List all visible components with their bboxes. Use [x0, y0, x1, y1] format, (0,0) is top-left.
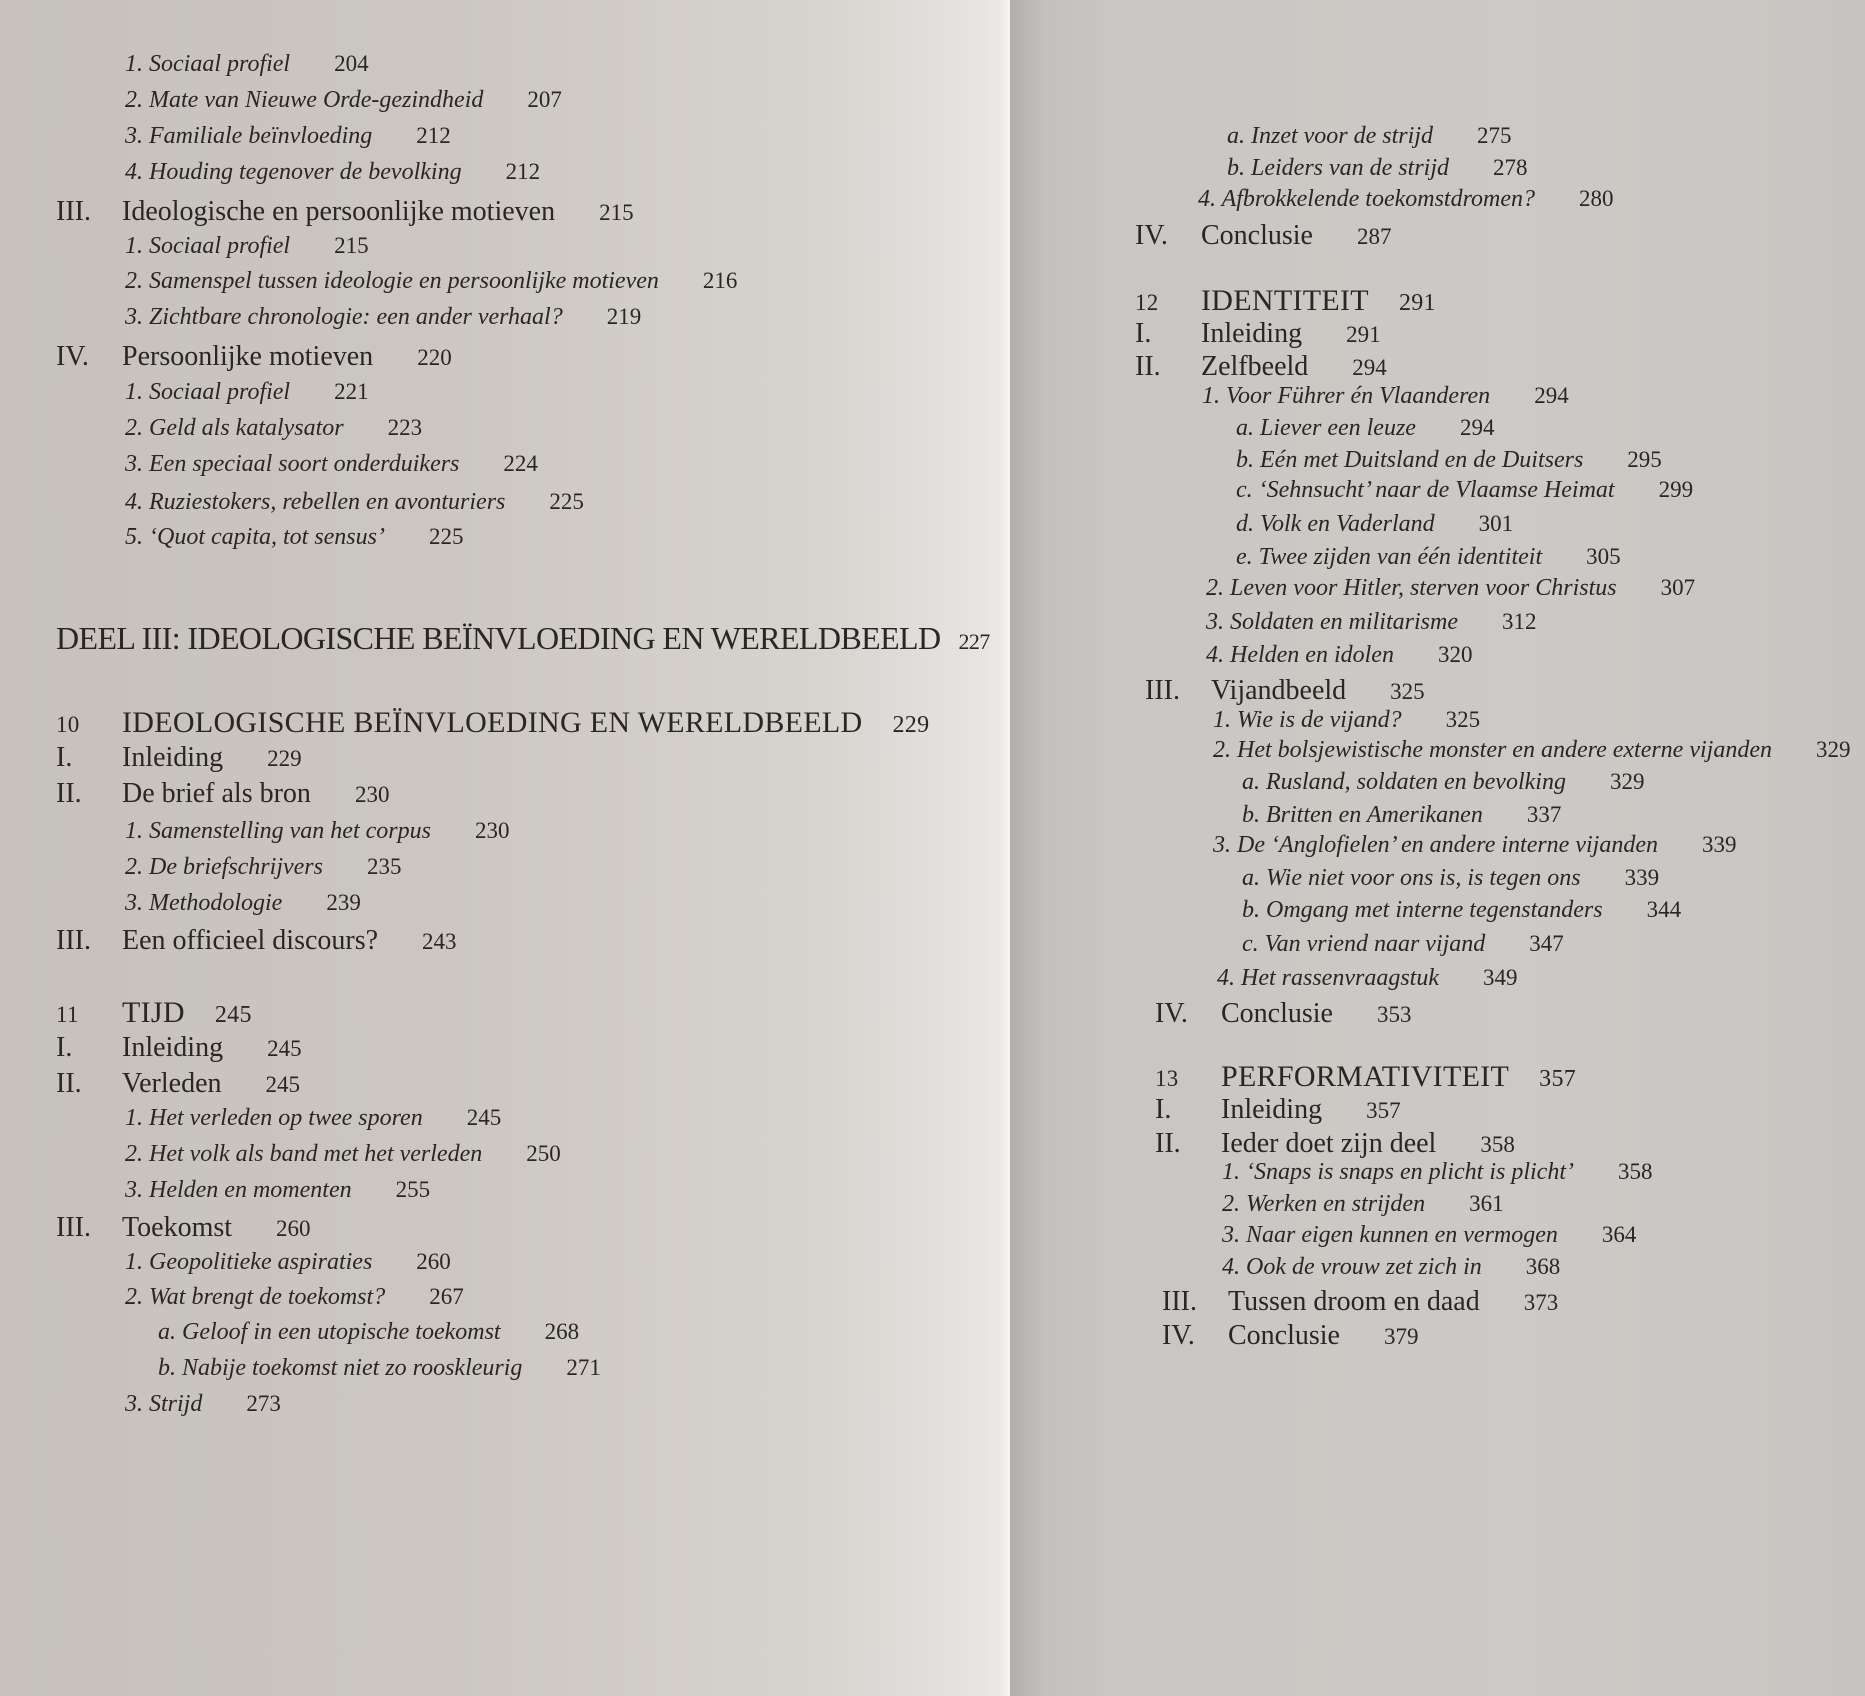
toc-entry-title: c. Van vriend naar vijand: [1242, 931, 1486, 957]
toc-entry-number: III.: [1162, 1286, 1197, 1317]
toc-entry: [1242, 932, 1564, 956]
toc-entry: [125, 305, 641, 329]
toc-entry: [1155, 1096, 1401, 1124]
toc-entry-page-number: 349: [1482, 965, 1518, 990]
toc-entry-title: 2. Leven voor Hitler, sterven voor Christus: [1206, 575, 1617, 601]
toc-entry-page-number: 250: [526, 1141, 561, 1166]
toc-entry-page-number: 291: [1346, 322, 1381, 347]
toc-entry-title: Zelfbeeld: [1201, 351, 1309, 382]
toc-entry-page-number: 325: [1445, 707, 1481, 732]
toc-entry-page-number: 273: [246, 1391, 281, 1416]
toc-entry-title: Conclusie: [1221, 998, 1333, 1029]
toc-entry: [1236, 512, 1513, 536]
toc-entry-title: 4. Afbrokkelende toekomstdromen?: [1198, 186, 1536, 212]
toc-entry: [1155, 1062, 1576, 1092]
toc-entry: [125, 819, 509, 843]
toc-entry-page-number: 245: [267, 1036, 302, 1061]
toc-entry-page-number: 307: [1660, 575, 1696, 600]
toc-entry-title: 5. ‘Quot capita, tot sensus’: [125, 524, 385, 550]
toc-entry-page-number: 223: [387, 415, 423, 440]
toc-entry-page-number: 301: [1478, 511, 1514, 536]
toc-entry: [1217, 966, 1517, 990]
toc-entry-page-number: 364: [1601, 1222, 1637, 1247]
toc-entry: [56, 998, 252, 1028]
toc-entry-title: Vijandbeeld: [1211, 675, 1347, 706]
toc-entry-title: c. ‘Sehnsucht’ naar de Vlaamse Heimat: [1236, 477, 1615, 503]
toc-entry-number: IV.: [1135, 220, 1168, 251]
toc-entry-page-number: 235: [366, 854, 402, 879]
toc-entry: [1135, 286, 1436, 316]
toc-entry-title: Inleiding: [1201, 318, 1303, 349]
toc-entry-title: 1. Voor Führer én Vlaanderen: [1202, 383, 1491, 409]
toc-entry-page-number: 312: [1501, 609, 1537, 634]
toc-entry-page-number: 216: [702, 268, 738, 293]
toc-entry-page-number: 339: [1701, 832, 1737, 857]
toc-entry-title: b. Britten en Amerikanen: [1242, 802, 1483, 828]
toc-entry-title: 3. Helden en momenten: [125, 1177, 352, 1203]
toc-entry-title: b. Leiders van de strijd: [1227, 155, 1449, 181]
toc-entry-title: 2. De briefschrijvers: [125, 854, 323, 880]
toc-entry-page-number: 212: [416, 123, 451, 148]
toc-entry: [1162, 1322, 1419, 1350]
toc-entry-title: Inleiding: [122, 1032, 224, 1063]
toc-entry-page-number: 280: [1579, 186, 1614, 211]
toc-entry-title: a. Geloof in een utopische toekomst: [158, 1319, 501, 1345]
toc-entry-title: IDEOLOGISCHE BEÏNVLOEDING EN WERELDBEELD: [122, 706, 863, 739]
toc-entry-title: b. Eén met Duitsland en de Duitsers: [1236, 447, 1584, 473]
toc-entry-page-number: 358: [1617, 1159, 1653, 1184]
toc-entry-title: Tussen droom en daad: [1228, 1286, 1480, 1317]
toc-entry: [125, 1106, 501, 1130]
toc-entry-title: DEEL III: IDEOLOGISCHE BEÏNVLOEDING EN WERELDBEELD: [56, 620, 941, 656]
toc-entry: [56, 1070, 300, 1098]
toc-entry-page-number: 268: [544, 1319, 580, 1344]
toc-entry: [1242, 770, 1644, 794]
toc-entry-title: e. Twee zijden van één identiteit: [1236, 544, 1543, 570]
toc-entry-title: b. Omgang met interne tegenstanders: [1242, 897, 1603, 923]
toc-entry-page-number: 229: [267, 746, 302, 771]
toc-entry-page-number: 287: [1357, 224, 1392, 249]
toc-entry-number: III.: [56, 925, 91, 956]
toc-entry-number: II.: [56, 778, 82, 809]
toc-entry: [56, 1034, 302, 1062]
toc-entry: [1222, 1223, 1636, 1247]
toc-entry-title: 2. Mate van Nieuwe Orde-gezindheid: [125, 87, 484, 113]
toc-entry-number: IV.: [1162, 1320, 1195, 1351]
toc-entry-title: 2. Geld als katalysator: [125, 415, 344, 441]
toc-entry: [125, 1285, 464, 1309]
toc-entry-number: I.: [56, 1032, 73, 1063]
toc-entry-page-number: 225: [428, 524, 464, 549]
toc-entry: [158, 1320, 579, 1344]
toc-entry-title: 2. Werken en strijden: [1222, 1191, 1426, 1217]
toc-entry: [1222, 1160, 1652, 1184]
toc-entry-title: 2. Wat brengt de toekomst?: [125, 1284, 386, 1310]
toc-entry: [125, 1392, 281, 1416]
toc-entry-page-number: 221: [334, 379, 369, 404]
toc-entry-page-number: 344: [1646, 897, 1682, 922]
toc-entry-page-number: 329: [1815, 737, 1851, 762]
toc-entry: [125, 380, 369, 404]
toc-entry: [56, 744, 302, 772]
toc-entry: [125, 490, 584, 514]
toc-entry-number: II.: [1135, 351, 1161, 382]
toc-entry-page-number: 379: [1384, 1324, 1419, 1349]
toc-entry-title: Toekomst: [122, 1212, 233, 1243]
toc-entry: [1222, 1255, 1560, 1279]
toc-entry: [1227, 156, 1528, 180]
toc-entry: [1242, 898, 1681, 922]
toc-entry-page-number: 245: [214, 1002, 252, 1028]
toc-entry: [1222, 1192, 1504, 1216]
toc-entry-number: III.: [56, 196, 91, 227]
toc-entry-page-number: 320: [1437, 642, 1473, 667]
toc-entry: [1155, 1130, 1515, 1158]
toc-entry: [1135, 320, 1381, 348]
toc-entry: [1242, 866, 1659, 890]
toc-entry: [1155, 1000, 1412, 1028]
toc-entry-title: IDENTITEIT: [1201, 284, 1369, 317]
toc-entry-title: 2. Samenspel tussen ideologie en persoonlijke motieven: [125, 268, 659, 294]
toc-entry: [1162, 1288, 1558, 1316]
toc-entry-page-number: 230: [354, 782, 390, 807]
toc-entry-title: 4. Het rassenvraagstuk: [1217, 965, 1439, 991]
toc-entry-page-number: 207: [527, 87, 562, 112]
toc-entry-title: Verleden: [122, 1068, 222, 1099]
toc-entry-title: 2. Het bolsjewistische monster en andere externe vijanden: [1213, 737, 1772, 763]
toc-entry: [1202, 384, 1569, 408]
toc-entry-title: 1. ‘Snaps is snaps en plicht is plicht’: [1222, 1159, 1574, 1185]
toc-entry-page-number: 353: [1377, 1002, 1412, 1027]
toc-entry: [1145, 677, 1425, 705]
toc-entry: [125, 234, 369, 258]
toc-entry-title: TIJD: [122, 996, 185, 1029]
toc-entry-page-number: 245: [466, 1105, 502, 1130]
toc-entry: [1206, 576, 1695, 600]
toc-entry-page-number: 229: [892, 712, 930, 738]
toc-entry-number: IV.: [56, 341, 89, 372]
toc-entry: [1135, 222, 1392, 250]
toc-entry-number: I.: [1155, 1094, 1172, 1125]
toc-entry-page-number: 267: [429, 1284, 464, 1309]
toc-entry: [125, 1178, 430, 1202]
toc-entry-title: 4. Houding tegenover de bevolking: [125, 159, 462, 185]
toc-entry-number: 13: [1155, 1066, 1179, 1091]
toc-entry-title: 1. Sociaal profiel: [125, 379, 291, 405]
toc-entry-title: 1. Samenstelling van het corpus: [125, 818, 431, 844]
toc-entry-title: 1. Sociaal profiel: [125, 233, 291, 259]
toc-entry-title: 3. Strijd: [125, 1391, 203, 1417]
toc-entry: [56, 622, 990, 654]
toc-entry-title: 1. Het verleden op twee sporen: [125, 1105, 423, 1131]
toc-entry-title: 3. Naar eigen kunnen en vermogen: [1222, 1222, 1558, 1248]
toc-entry: [1206, 643, 1472, 667]
toc-entry-title: 4. Ruziestokers, rebellen en avonturiers: [125, 489, 506, 515]
toc-entry-page-number: 325: [1390, 679, 1425, 704]
toc-entry-page-number: 227: [958, 629, 990, 654]
toc-entry-title: 3. Een speciaal soort onderduikers: [125, 451, 460, 477]
toc-entry-title: 1. Sociaal profiel: [125, 51, 291, 77]
toc-entry: [125, 124, 451, 148]
toc-entry-title: 1. Wie is de vijand?: [1213, 707, 1402, 733]
toc-entry-page-number: 204: [334, 51, 369, 76]
toc-entry-number: I.: [1135, 318, 1152, 349]
toc-entry-page-number: 294: [1534, 383, 1569, 408]
toc-entry-page-number: 219: [606, 304, 642, 329]
toc-entry-number: IV.: [1155, 998, 1188, 1029]
toc-entry: [158, 1356, 601, 1380]
toc-entry: [56, 708, 929, 738]
toc-entry-page-number: 224: [503, 451, 538, 476]
toc-entry-title: Ideologische en persoonlijke motieven: [122, 196, 556, 227]
toc-entry-title: 3. Familiale beïnvloeding: [125, 123, 373, 149]
toc-entry-page-number: 337: [1526, 802, 1562, 827]
toc-entry: [1236, 545, 1621, 569]
toc-entry-page-number: 275: [1476, 123, 1512, 148]
toc-entry-page-number: 215: [334, 233, 369, 258]
toc-entry-title: 2. Het volk als band met het verleden: [125, 1141, 483, 1167]
toc-entry-title: 3. Zichtbare chronologie: een ander verhaal?: [125, 304, 563, 330]
toc-entry-title: Persoonlijke motieven: [122, 341, 374, 372]
toc-entry-page-number: 255: [395, 1177, 431, 1202]
toc-entry: [125, 1142, 561, 1166]
toc-entry: [125, 52, 369, 76]
right-page: [1010, 0, 1865, 1696]
toc-entry-page-number: 361: [1469, 1191, 1504, 1216]
toc-entry-page-number: 212: [505, 159, 541, 184]
toc-entry: [125, 891, 361, 915]
toc-entry-title: PERFORMATIVITEIT: [1221, 1060, 1510, 1093]
toc-entry-page-number: 347: [1529, 931, 1564, 956]
toc-entry-title: Ieder doet zijn deel: [1221, 1128, 1437, 1159]
toc-entry: [56, 927, 457, 955]
toc-entry: [125, 452, 538, 476]
toc-entry-title: Inleiding: [1221, 1094, 1323, 1125]
toc-entry: [1236, 416, 1494, 440]
toc-entry: [1198, 187, 1614, 211]
toc-entry-page-number: 357: [1366, 1098, 1401, 1123]
toc-entry-page-number: 358: [1480, 1132, 1515, 1157]
toc-entry-title: De brief als bron: [122, 778, 311, 809]
toc-entry-page-number: 291: [1398, 290, 1436, 316]
toc-entry-number: III.: [1145, 675, 1180, 706]
toc-entry-page-number: 260: [276, 1216, 311, 1241]
toc-entry: [125, 855, 401, 879]
toc-entry-title: 4. Helden en idolen: [1206, 642, 1394, 668]
toc-entry-page-number: 368: [1525, 1254, 1561, 1279]
toc-entry: [1242, 803, 1561, 827]
toc-entry-title: d. Volk en Vaderland: [1236, 511, 1435, 537]
toc-entry-title: a. Inzet voor de strijd: [1227, 123, 1433, 149]
toc-entry: [125, 88, 562, 112]
toc-entry-page-number: 271: [566, 1355, 601, 1380]
toc-entry-page-number: 305: [1586, 544, 1621, 569]
toc-entry-page-number: 329: [1609, 769, 1645, 794]
toc-entry-page-number: 260: [416, 1249, 451, 1274]
toc-entry: [125, 269, 737, 293]
toc-entry-page-number: 225: [549, 489, 584, 514]
toc-entry-title: 4. Ook de vrouw zet zich in: [1222, 1254, 1482, 1280]
toc-entry-title: a. Rusland, soldaten en bevolking: [1242, 769, 1566, 795]
toc-entry-page-number: 243: [422, 929, 457, 954]
toc-entry-title: b. Nabije toekomst niet zo rooskleurig: [158, 1355, 523, 1381]
toc-entry: [1236, 478, 1693, 502]
toc-entry-number: III.: [56, 1212, 91, 1243]
toc-entry-page-number: 357: [1539, 1066, 1577, 1092]
toc-entry: [1206, 610, 1536, 634]
toc-entry-number: II.: [1155, 1128, 1181, 1159]
toc-entry-title: a. Wie niet voor ons is, is tegen ons: [1242, 865, 1581, 891]
toc-entry-page-number: 373: [1523, 1290, 1559, 1315]
toc-entry-title: 3. Methodologie: [125, 890, 283, 916]
toc-entry: [1213, 738, 1850, 762]
toc-entry: [1213, 708, 1480, 732]
toc-entry-page-number: 245: [265, 1072, 301, 1097]
toc-entry-title: 3. Soldaten en militarisme: [1206, 609, 1458, 635]
toc-entry: [56, 198, 634, 226]
toc-entry-page-number: 230: [474, 818, 510, 843]
toc-entry-number: 10: [56, 712, 80, 737]
toc-entry-number: 12: [1135, 290, 1159, 315]
toc-entry: [1213, 833, 1736, 857]
toc-entry-title: Conclusie: [1201, 220, 1313, 251]
toc-entry-title: 3. De ‘Anglofielen’ en andere interne vijanden: [1213, 832, 1658, 858]
toc-entry-page-number: 294: [1352, 355, 1387, 380]
toc-entry-page-number: 294: [1459, 415, 1495, 440]
toc-entry: [56, 780, 389, 808]
toc-entry-page-number: 295: [1627, 447, 1662, 472]
toc-entry: [56, 343, 452, 371]
toc-entry: [1227, 124, 1511, 148]
toc-entry-title: Een officieel discours?: [122, 925, 379, 956]
toc-entry-page-number: 239: [326, 890, 361, 915]
toc-entry: [125, 160, 540, 184]
toc-entry-page-number: 299: [1658, 477, 1694, 502]
toc-entry-page-number: 215: [599, 200, 634, 225]
toc-entry-title: a. Liever een leuze: [1236, 415, 1416, 441]
toc-entry: [1236, 448, 1662, 472]
toc-entry: [125, 1250, 451, 1274]
toc-entry: [125, 525, 463, 549]
toc-entry-page-number: 278: [1493, 155, 1528, 180]
toc-entry-page-number: 220: [417, 345, 452, 370]
toc-entry-number: 11: [56, 1002, 79, 1027]
toc-entry-title: Inleiding: [122, 742, 224, 773]
toc-entry-page-number: 339: [1624, 865, 1660, 890]
toc-entry: [56, 1214, 311, 1242]
toc-entry: [1135, 353, 1387, 381]
toc-entry-number: I.: [56, 742, 73, 773]
toc-entry-title: Conclusie: [1228, 1320, 1340, 1351]
toc-entry-title: 1. Geopolitieke aspiraties: [125, 1249, 373, 1275]
toc-entry: [125, 416, 422, 440]
toc-entry-number: II.: [56, 1068, 82, 1099]
